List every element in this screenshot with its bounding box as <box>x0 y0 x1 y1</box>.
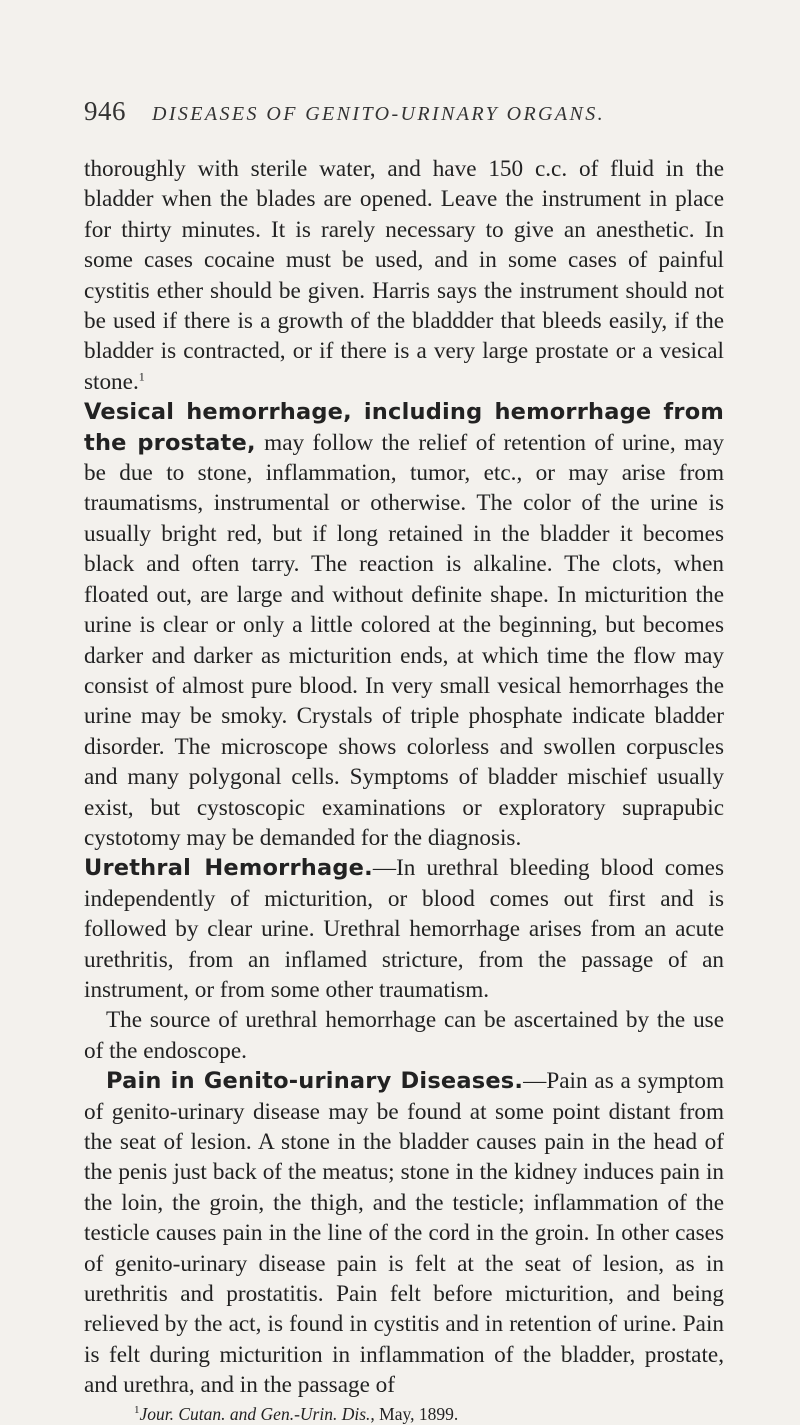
paragraph-endoscope <box>84 1005 724 1066</box>
footnote-date: , May, 1899. <box>370 1403 459 1424</box>
paragraph-text: —In urethral bleeding blood comes independently of micturition, or blood comes out first and is followed by clear urine. Urethral hemorrhage arises from an acute urethritis, from an inflamed stricture, from the passage of an instrument, or from some other traumatism. <box>84 855 725 1003</box>
paragraph-text: may follow the relief of retention of urine, may be due to stone, inflammation, tumor, etc., or may arise from traumatisms, instrumental or otherwise. The color of the urine is usually bright red, but if long retained in the bladder it becomes black and often tarry. The reaction is alkaline. The clots, when floated out, are large and without definite shape. In micturition the urine is clear or only a little colored at the beginning, but becomes darker and darker as micturition ends, at which time the flow may consist of almost pure blood. In very small vesical hemorrhages the urine may be smoky. Crystals of triple phosphate indicate bladder disorder. The microscope shows colorless and swollen corpuscles and many polygonal cells. Symptoms of bladder mischief usually exist, but cystoscopic examinations or exploratory suprapubic cystotomy may be demanded for the diagnosis. <box>84 429 724 851</box>
paragraph-text: —Pain as a symptom of genito-urinary disease may be found at some point distant from the seat of lesion. A stone in the bladder causes pain in the head of the penis just back of the meatus; stone in the kidney induces pain in the loin, the groin, the thigh, and the testicle; inflammation of the testicle causes pain in the line of the cord in the groin. In other cases of genito-urinary disease pain is felt at the seat of lesion, as in urethritis and prostatitis. Pain felt before micturition, and being relieved by the act, is found in cystitis and in retention of urine. Pain is felt during micturition in inflammation of the bladder, prostate, and urethra, and in the passage of <box>84 1068 724 1399</box>
footnote-marker: 1 <box>134 1403 140 1416</box>
paragraph-text: thoroughly with sterile water, and have 150 c.c. of fluid in the bladder when the blades are opened. Leave the instrument in place for thirty minutes. It is rarely necessary to give an anesthetic. In some cases cocaine must be used, and in some cases of painful cystitis ether should be given. Harris says the instrument should not be used if there is a growth of the bladdder that bleeds easily, if the bladder is contracted, or if there is a very large prostate or a vesical stone. <box>84 156 724 395</box>
paragraph-urethral-hemorrhage <box>84 853 724 1005</box>
body-text <box>84 154 724 1401</box>
running-head-title: DISEASES OF GENITO-URINARY ORGANS. <box>152 103 606 125</box>
paragraph-continuation <box>84 154 724 397</box>
footnote-source: Jour. Cutan. and Gen.-Urin. Dis. <box>139 1403 371 1424</box>
footnote <box>84 1403 724 1425</box>
footnote-reference: 1 <box>138 369 145 384</box>
section-heading-pain: Pain in Genito-urinary Diseases. <box>106 1068 524 1095</box>
running-head <box>84 96 724 128</box>
paragraph-vesical-hemorrhage <box>84 397 724 853</box>
section-heading-urethral-hemorrhage: Urethral Hemorrhage. <box>84 855 373 882</box>
paragraph-text: The source of urethral hemorrhage can be ascertained by the use of the endoscope. <box>84 1007 724 1064</box>
paragraph-pain <box>84 1066 724 1400</box>
page-number: 946 <box>84 96 126 126</box>
section-heading-vesical-hemorrhage: Vesical hemorrhage, including hemorrhage from the prostate, <box>84 399 724 456</box>
